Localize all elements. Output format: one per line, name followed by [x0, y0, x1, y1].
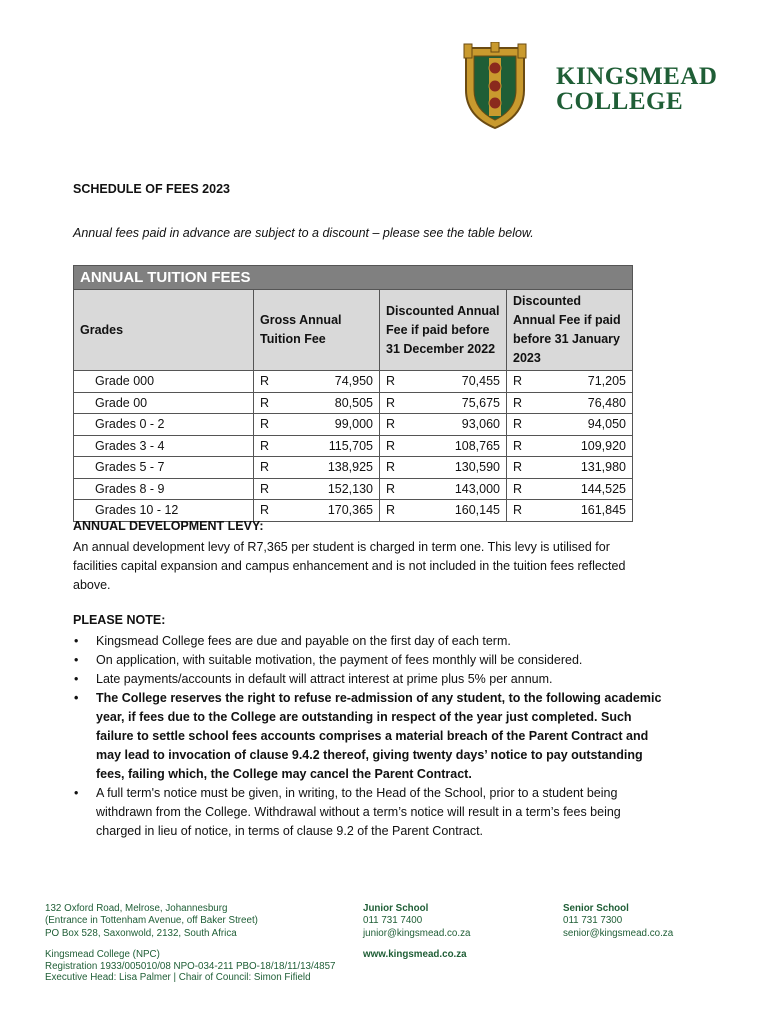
fee-cell-gross — [254, 414, 380, 436]
fee-cell-jan — [507, 414, 633, 436]
fee-amount: 108,765 — [454, 438, 500, 453]
table-row — [74, 435, 633, 457]
fee-cell-dec — [380, 392, 507, 414]
currency-symbol: R — [513, 481, 523, 496]
list-item: • Late payments/accounts in default will attract interest at prime plus 5% per annum. — [73, 670, 663, 689]
address-line: (Entrance in Tottenham Avenue, off Baker Street) — [45, 915, 258, 927]
grade-cell: Grades 10 - 12 — [74, 500, 254, 522]
currency-symbol: R — [386, 460, 396, 475]
currency-symbol: R — [513, 417, 523, 432]
fee-cell-gross — [254, 371, 380, 393]
currency-symbol: R — [386, 481, 396, 496]
fee-cell-dec — [380, 414, 507, 436]
fee-cell-gross — [254, 478, 380, 500]
college-wordmark — [556, 64, 717, 114]
currency-symbol: R — [513, 460, 523, 475]
fee-cell-jan — [507, 478, 633, 500]
notes-heading: PLEASE NOTE: — [73, 613, 166, 627]
header-discount-december: Discounted Annual Fee if paid before 31 December 2022 — [380, 290, 507, 371]
footer-senior-school — [563, 903, 673, 940]
footer-address — [45, 903, 258, 940]
table-row — [74, 392, 633, 414]
fee-cell-jan — [507, 457, 633, 479]
currency-symbol: R — [513, 374, 523, 389]
senior-email[interactable]: senior@kingsmead.co.za — [563, 927, 674, 939]
list-item: • Kingsmead College fees are due and payable on the first day of each term. — [73, 632, 663, 651]
fee-amount: 144,525 — [580, 481, 626, 496]
list-item: • On application, with suitable motivation, the payment of fees monthly will be considered. — [73, 651, 663, 670]
grade-cell: Grades 5 - 7 — [74, 457, 254, 479]
fee-amount: 80,505 — [334, 395, 373, 410]
footer-company — [45, 949, 335, 984]
currency-symbol: R — [386, 503, 396, 518]
currency-symbol: R — [386, 417, 396, 432]
senior-phone: 011 731 7300 — [563, 915, 623, 927]
fee-amount: 161,845 — [580, 503, 626, 518]
brand-line-1: KINGSMEAD — [556, 63, 718, 90]
fee-cell-jan — [507, 392, 633, 414]
fee-amount: 94,050 — [587, 417, 626, 432]
fee-cell-jan — [507, 435, 633, 457]
fee-amount: 160,145 — [454, 503, 500, 518]
junior-phone: 011 731 7400 — [363, 915, 423, 927]
tuition-fees-table — [73, 265, 633, 522]
currency-symbol: R — [260, 417, 270, 432]
page-title: SCHEDULE OF FEES 2023 — [73, 182, 230, 196]
address-line: PO Box 528, Saxonwold, 2132, South Africa — [45, 927, 237, 939]
brand-line-2: COLLEGE — [556, 88, 684, 115]
currency-symbol: R — [513, 503, 523, 518]
fee-amount: 131,980 — [580, 460, 626, 475]
intro-text: Annual fees paid in advance are subject to a discount – please see the table below. — [73, 226, 534, 240]
fee-cell-gross — [254, 435, 380, 457]
notes-list — [73, 632, 663, 841]
header-grades: Grades — [74, 290, 254, 371]
senior-label: Senior School — [563, 903, 629, 914]
fee-cell-dec — [380, 371, 507, 393]
fee-cell-dec — [380, 478, 507, 500]
currency-symbol: R — [260, 503, 270, 518]
currency-symbol: R — [513, 438, 523, 453]
currency-symbol: R — [386, 374, 396, 389]
table-row — [74, 457, 633, 479]
currency-symbol: R — [260, 374, 270, 389]
currency-symbol: R — [386, 438, 396, 453]
fee-amount: 170,365 — [327, 503, 373, 518]
junior-label: Junior School — [363, 903, 429, 914]
header-gross: Gross Annual Tuition Fee — [254, 290, 380, 371]
fee-amount: 71,205 — [587, 374, 626, 389]
fee-amount: 130,590 — [454, 460, 500, 475]
currency-symbol: R — [260, 481, 270, 496]
currency-symbol: R — [386, 395, 396, 410]
table-row — [74, 414, 633, 436]
levy-heading: ANNUAL DEVELOPMENT LEVY: — [73, 519, 264, 533]
address-line: 132 Oxford Road, Melrose, Johannesburg — [45, 903, 228, 914]
fee-amount: 93,060 — [461, 417, 500, 432]
currency-symbol: R — [260, 438, 270, 453]
table-row — [74, 478, 633, 500]
fee-amount: 115,705 — [328, 438, 373, 453]
fee-cell-dec — [380, 500, 507, 522]
company-line: Executive Head: Lisa Palmer | Chair of Council: Simon Fifield — [45, 972, 311, 983]
table-row — [74, 371, 633, 393]
fee-amount: 99,000 — [334, 417, 373, 432]
grade-cell: Grades 3 - 4 — [74, 435, 254, 457]
fee-cell-gross — [254, 392, 380, 414]
fee-amount: 75,675 — [461, 395, 500, 410]
footer-junior-school — [363, 903, 470, 940]
currency-symbol: R — [513, 395, 523, 410]
fee-amount: 74,950 — [334, 374, 373, 389]
levy-text: An annual development levy of R7,365 per student is charged in term one. This levy is utilised for facilities capital expansion and campus enhancement and is not included in the tuition fees reflected above. — [73, 540, 626, 593]
junior-email[interactable]: junior@kingsmead.co.za — [363, 927, 471, 939]
company-line: Registration 1933/005010/08 NPO-034-211 PBO-18/18/11/13/4857 — [45, 960, 336, 972]
list-item: • A full term's notice must be given, in writing, to the Head of the School, prior to a student being withdrawn from the College. Withdrawal without a term’s notice will result in a term’s fees being charged in lieu of notice, in terms of clause 9.2 of the Parent Contract. — [73, 784, 663, 841]
fee-cell-dec — [380, 457, 507, 479]
fee-cell-jan — [507, 500, 633, 522]
currency-symbol: R — [260, 460, 270, 475]
company-line: Kingsmead College (NPC) — [45, 949, 160, 960]
fee-amount: 76,480 — [587, 395, 626, 410]
fee-cell-gross — [254, 500, 380, 522]
fee-amount: 152,130 — [327, 481, 373, 496]
college-crest-logo — [458, 42, 532, 130]
list-item: • The College reserves the right to refuse re-admission of any student, to the following academic year, if fees due to the College are outstanding in respect of the year just completed. Such failure to settle school fees accounts comprises a material breach of the Parent Contract and may lead to invocation of clause 9.4.2 thereof, giving twenty days’ notice to pay outstanding fees, failing which, the College may cancel the Parent Contract. — [73, 689, 663, 784]
fee-amount: 109,920 — [580, 438, 626, 453]
fee-amount: 143,000 — [454, 481, 500, 496]
currency-symbol: R — [260, 395, 270, 410]
grade-cell: Grades 0 - 2 — [74, 414, 254, 436]
table-row — [74, 500, 633, 522]
grade-cell: Grade 000 — [74, 371, 254, 393]
fee-cell-gross — [254, 457, 380, 479]
table-banner: ANNUAL TUITION FEES — [74, 266, 633, 290]
fee-cell-dec — [380, 435, 507, 457]
grade-cell: Grades 8 - 9 — [74, 478, 254, 500]
fee-cell-jan — [507, 371, 633, 393]
fee-amount: 70,455 — [461, 374, 500, 389]
header-discount-january: Discounted Annual Fee if paid before 31 January 2023 — [507, 290, 633, 371]
grade-cell: Grade 00 — [74, 392, 254, 414]
footer-website[interactable]: www.kingsmead.co.za — [363, 949, 467, 960]
fee-amount: 138,925 — [327, 460, 373, 475]
